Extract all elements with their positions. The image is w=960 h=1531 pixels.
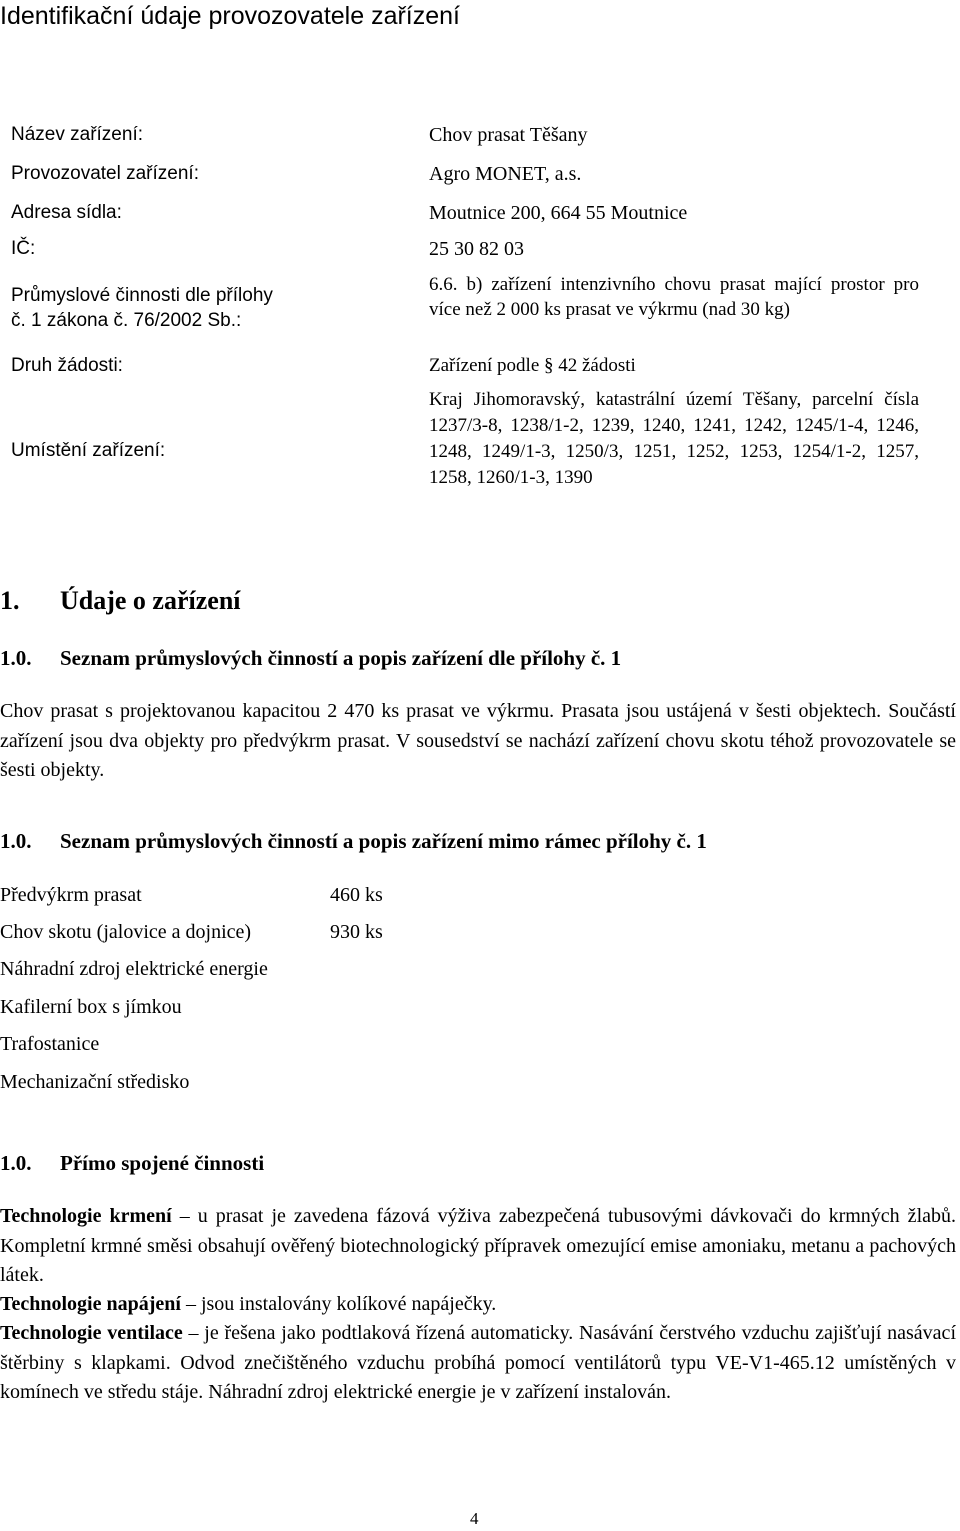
- ic-value: 25 30 82 03: [429, 238, 524, 260]
- subsection-title: Seznam průmyslových činností a popis zařízení mimo rámec přílohy č. 1: [60, 829, 707, 853]
- industry-label-line1: Průmyslové činnosti dle přílohy: [11, 285, 273, 306]
- list-item: Mechanizační středisko: [0, 1071, 190, 1093]
- industry-label-line2: č. 1 zákona č. 76/2002 Sb.:: [11, 310, 242, 331]
- facility-name-label: Název zařízení:: [11, 124, 143, 145]
- ventilation-paragraph: [0, 1319, 956, 1408]
- list-item: Trafostanice: [0, 1033, 100, 1055]
- watering-text: – jsou instalovány kolíkové napáječky.: [180, 1293, 497, 1315]
- request-type-value: Zařízení podle § 42 žádosti: [429, 355, 636, 376]
- list-item: Chov skotu (jalovice a dojnice): [0, 921, 252, 943]
- ventilation-text: – je řešena jako podtlaková řízená automaticky. Nasávání čerstvého vzduchu zajišťují nasávací štěrbiny s klapkami. Odvod znečištěného vzduchu probíhá pomocí ventilátorů typu VE-V1-465.12 umístěných v komínech ve středu stáje. Náhradní zdroj elektrické energie je v zařízení instalován.: [0, 1322, 956, 1403]
- request-type-label: Druh žádosti:: [11, 355, 123, 376]
- list-item-qty: 460 ks: [330, 884, 383, 906]
- location-value: Kraj Jihomoravský, katastrální území Těšany, parcelní čísla 1237/3-8, 1238/1-2, 1239, 1240, 1241, 1242, 1245/1-4, 1246, 1248, 1249/1-3, 1250/3, 1251, 1252, 1253, 1254/1-2, 1257, 1258, 1260/1-3, 1390: [429, 389, 919, 488]
- watering-paragraph: [0, 1290, 956, 1320]
- subsection-number: 1.0.: [0, 646, 32, 670]
- section-heading: [0, 586, 241, 616]
- page-number: 4: [470, 1509, 479, 1528]
- address-value: Moutnice 200, 664 55 Moutnice: [429, 202, 688, 224]
- section-title: Údaje o zařízení: [60, 586, 241, 615]
- subsection-title: Přímo spojené činnosti: [60, 1151, 265, 1175]
- feeding-term: Technologie krmení: [0, 1205, 172, 1227]
- subsection-title: Seznam průmyslových činností a popis zařízení dle přílohy č. 1: [60, 646, 622, 670]
- operator-label: Provozovatel zařízení:: [11, 163, 199, 184]
- location-label: Umístění zařízení:: [11, 440, 166, 461]
- watering-term: Technologie napájení: [0, 1293, 181, 1315]
- subsection-heading-related: [0, 1149, 264, 1177]
- address-label: Adresa sídla:: [11, 202, 122, 223]
- subsection-number: 1.0.: [0, 829, 32, 853]
- subsection-heading-outside: [0, 827, 707, 855]
- page-title: Identifikační údaje provozovatele zařízení: [0, 2, 460, 30]
- list-item-qty: 930 ks: [330, 921, 383, 943]
- capacity-paragraph: Chov prasat s projektovanou kapacitou 2 470 ks prasat ve výkrmu. Prasata jsou ustájená v šesti objektech. Součástí zařízení jsou dva objekty pro předvýkrm prasat. V sousedství se nachází zařízení chovu skotu téhož provozovatele se šesti objekty.: [0, 700, 956, 781]
- industry-value: 6.6. b) zařízení intenzivního chovu prasat mající prostor pro více než 2 000 ks prasat ve výkrmu (nad 30 kg): [429, 274, 919, 320]
- feeding-paragraph: [0, 1202, 956, 1291]
- feeding-text: – u prasat je zavedena fázová výživa zabezpečená tubusovými dávkovači do krmných žlabů. Kompletní krmné směsi obsahují ověřený biotechnologický přípravek omezující emise amoniaku, metanu a pachových látek.: [0, 1205, 956, 1286]
- list-item: Předvýkrm prasat: [0, 884, 142, 906]
- ic-label: IČ:: [11, 238, 36, 259]
- list-item: Náhradní zdroj elektrické energie: [0, 958, 268, 980]
- facility-name-value: Chov prasat Těšany: [429, 124, 588, 146]
- ventilation-term: Technologie ventilace: [0, 1322, 183, 1344]
- section-number: 1.: [0, 586, 20, 615]
- subsection-heading-appendix: [0, 644, 621, 672]
- subsection-number: 1.0.: [0, 1151, 32, 1175]
- operator-value: Agro MONET, a.s.: [429, 163, 582, 185]
- list-item: Kafilerní box s jímkou: [0, 996, 182, 1018]
